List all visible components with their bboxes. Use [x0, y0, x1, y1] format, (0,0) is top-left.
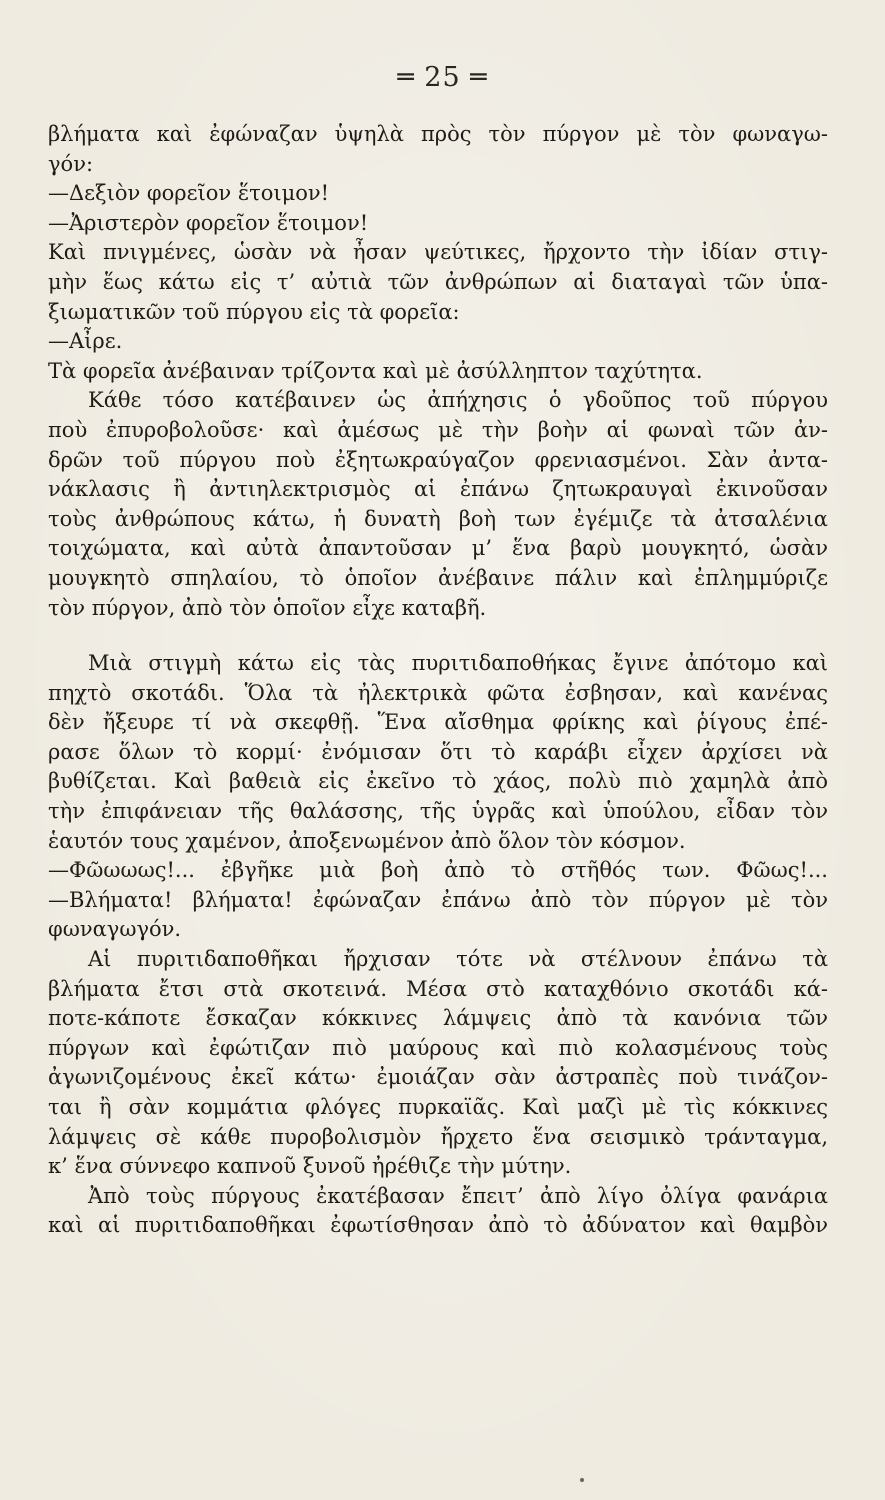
text-line: τοιχώματα, καὶ αὐτὰ ἀπαντοῦσαν μ’ ἕνα βαρὺ μουγκητό, ὡσὰν	[48, 536, 828, 561]
body-text	[48, 120, 828, 1241]
paper-speck	[580, 1478, 584, 1482]
text-line: Τὰ φορεῖα ἀνέβαιναν τρίζοντα καὶ μὲ ἀσύλληπτον ταχύτητα.	[48, 358, 703, 383]
text-line: νάκλασις ἢ ἀντιηλεκτρισμὸς αἱ ἐπάνω ζητωκραυγαὶ ἐκινοῦσαν	[48, 477, 828, 502]
text-line: κ’ ἕνα σύννεφο καπνοῦ ξυνοῦ ἠρέθιζε τὴν μύτην.	[48, 1154, 572, 1179]
text-line: φωναγωγόν.	[48, 917, 182, 942]
text-line: ἀγωνιζομένους ἐκεῖ κάτω· ἐμοιάζαν σὰν ἀστραπὲς ποὺ τινάζον-	[48, 1065, 828, 1090]
text-line: βλήματα ἔτσι στὰ σκοτεινά. Μέσα στὸ καταχθόνιο σκοτάδι κά-	[48, 976, 828, 1001]
text-line: ρασε ὅλων τὸ κορμί· ἐνόμισαν ὅτι τὸ καράβι εἶχεν ἀρχίσει νὰ	[48, 739, 828, 764]
text-line: Ἀπὸ τοὺς πύργους ἐκατέβασαν ἔπειτ’ ἀπὸ λίγο ὀλίγα φανάρια	[88, 1183, 828, 1208]
text-line: δὲν ἤξευρε τί νὰ σκεφθῇ. Ἕνα αἴσθημα φρίκης καὶ ῥίγους ἐπέ-	[48, 710, 828, 735]
text-line: Κάθε τόσο κατέβαινεν ὡς ἀπήχησις ὁ γδοῦπος τοῦ πύργου	[88, 388, 828, 413]
page-number: ═ 25 ═	[397, 62, 488, 93]
text-line: Αἱ πυριτιδαποθῆκαι ἤρχισαν τότε νὰ στέλνουν ἐπάνω τὰ	[88, 947, 828, 972]
text-line: ἑαυτόν τους χαμένον, ἀποξενωμένον ἀπὸ ὅλον τὸν κόσμον.	[48, 828, 686, 853]
text-line: ποὺ ἐπυροβολοῦσε· καὶ ἀμέσως μὲ τὴν βοὴν αἱ φωναὶ τῶν ἀν-	[48, 417, 828, 442]
text-line: μὴν ἕως κάτω εἰς τ’ αὐτιὰ τῶν ἀνθρώπων αἱ διαταγαὶ τῶν ὑπα-	[48, 269, 828, 294]
text-line: πύργων καὶ ἐφώτιζαν πιὸ μαύρους καὶ πιὸ κολασμένους τοὺς	[48, 1035, 828, 1060]
text-line: —Βλήματα! βλήματα! ἐφώναζαν ἐπάνω ἀπὸ τὸν πύργον μὲ τὸν	[48, 887, 828, 912]
text-line: μουγκητὸ σπηλαίου, τὸ ὁποῖον ἀνέβαινε πάλιν καὶ ἐπλημμύριζε	[48, 565, 828, 590]
text-line: τὸν πύργον, ἀπὸ τὸν ὁποῖον εἶχε καταβῆ.	[48, 595, 487, 620]
text-line: καὶ αἱ πυριτιδαποθῆκαι ἐφωτίσθησαν ἀπὸ τὸ ἀδύνατον καὶ θαμβὸν	[48, 1213, 828, 1238]
text-line: πηχτὸ σκοτάδι. Ὅλα τὰ ἠλεκτρικὰ φῶτα ἐσβησαν, καὶ κανένας	[48, 680, 828, 705]
text-line: δρῶν τοῦ πύργου ποὺ ἐξητωκραύγαζον φρενιασμένοι. Σὰν ἀντα-	[48, 447, 828, 472]
text-line: βυθίζεται. Καὶ βαθειὰ εἰς ἐκεῖνο τὸ χάος, πολὺ πιὸ χαμηλὰ ἀπὸ	[48, 769, 828, 794]
text-line: —Ἀριστερὸν φορεῖον ἕτοιμον!	[48, 210, 369, 235]
text-line: Καὶ πνιγμένες, ὡσὰν νὰ ἦσαν ψεύτικες, ἤρχοντο τὴν ἰδίαν στιγ-	[48, 240, 828, 265]
text-line: ποτε-κάποτε ἔσκαζαν κόκκινες λάμψεις ἀπὸ τὰ κανόνια τῶν	[48, 1006, 828, 1031]
text-line: βλήματα καὶ ἐφώναζαν ὑψηλὰ πρὸς τὸν πύργον μὲ τὸν φωναγω-	[48, 122, 828, 146]
text-line: τοὺς ἀνθρώπους κάτω, ἡ δυνατὴ βοὴ των ἐγέμιζε τὰ ἀτσαλένια	[48, 506, 828, 531]
text-line: —Δεξιὸν φορεῖον ἕτοιμον!	[48, 181, 330, 206]
text-line: Μιὰ στιγμὴ κάτω εἰς τὰς πυριτιδαποθήκας ἔγινε ἀπότομο καὶ	[88, 651, 828, 676]
text-line: τὴν ἐπιφάνειαν τῆς θαλάσσης, τῆς ὑγρᾶς καὶ ὑπούλου, εἶδαν τὸν	[48, 799, 828, 824]
text-line: —Φῶωωως!... ἐβγῆκε μιὰ βοὴ ἀπὸ τὸ στῆθός των. Φῶως!...	[48, 858, 828, 883]
text-line: —Αἶρε.	[48, 329, 123, 354]
text-line: γόν:	[48, 151, 94, 176]
text-line: ται ἢ σὰν κομμάτια φλόγες πυρκαϊᾶς. Καὶ μαζὶ μὲ τὶς κόκκινες	[48, 1095, 828, 1119]
text-line: ξιωματικῶν τοῦ πύργου εἰς τὰ φορεῖα:	[48, 299, 460, 324]
text-line: λάμψεις σὲ κάθε πυροβολισμὸν ἤρχετο ἕνα σεισμικὸ τράνταγμα,	[48, 1124, 828, 1149]
